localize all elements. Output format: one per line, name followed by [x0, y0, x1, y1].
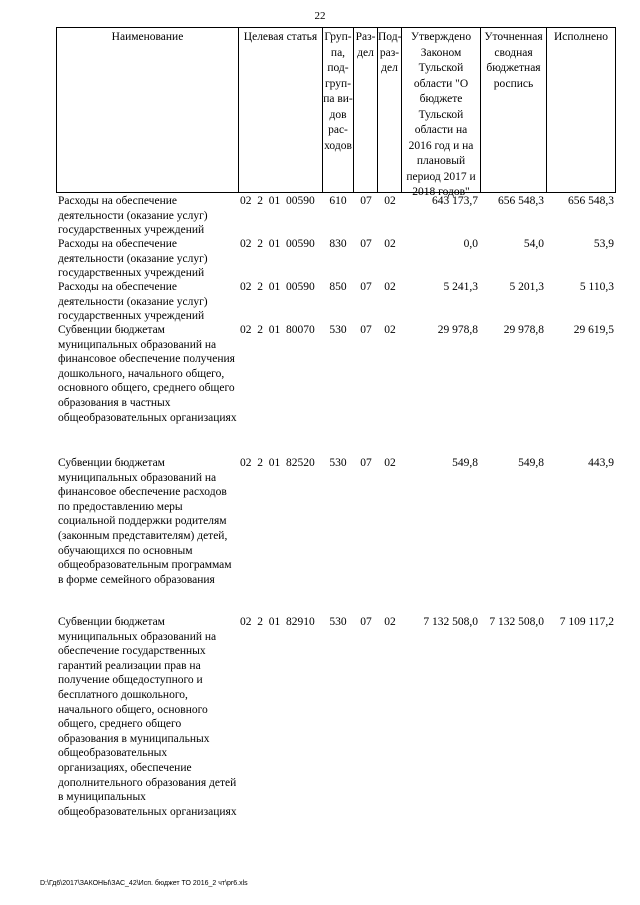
file-path-footer: D:\Гд6\2017\ЗАКОНЫ\ЗАС_42\Исп. бюджет ТО 2016_2 чт\pr6.xls	[40, 880, 248, 887]
row-razdel: 07	[360, 457, 372, 469]
row-razdel: 07	[360, 324, 372, 336]
header-target-article: Целевая статья	[243, 31, 318, 43]
row-specified: 7 132 508,0	[489, 616, 544, 628]
row-razdel: 07	[360, 281, 372, 293]
row-specified: 5 201,3	[509, 281, 544, 293]
row-razdel: 07	[360, 195, 372, 207]
header-executed: Исполнено	[553, 31, 609, 43]
row-executed: 656 548,3	[568, 195, 614, 207]
row-executed: 29 619,5	[573, 324, 614, 336]
row-executed: 53,9	[593, 238, 614, 250]
row-specified: 54,0	[523, 238, 544, 250]
row-podrazdel: 02	[384, 457, 396, 469]
header-divider	[546, 27, 547, 193]
row-podrazdel: 02	[384, 195, 396, 207]
page-number: 22	[314, 10, 326, 22]
header-podrazdel: Под- раз- дел	[378, 31, 402, 74]
header-expense-group: Груп- па, под- груп- па ви- дов рас- ходов	[323, 31, 353, 152]
row-approved: 29 978,8	[437, 324, 478, 336]
row-group: 850	[329, 281, 347, 293]
row-group: 530	[329, 616, 347, 628]
row-group: 530	[329, 457, 347, 469]
row-podrazdel: 02	[384, 324, 396, 336]
row-approved: 7 132 508,0	[423, 616, 478, 628]
row-approved: 549,8	[452, 457, 478, 469]
row-executed: 7 109 117,2	[559, 616, 614, 628]
row-specified: 29 978,8	[503, 324, 544, 336]
row-target-code: 02 2 01 82520	[240, 457, 315, 469]
header-bottom-border	[56, 192, 616, 193]
row-target-code: 02 2 01 00590	[240, 238, 315, 250]
row-name: Расходы на обеспечение деятельности (оказание услуг) государственных учреждений	[58, 238, 208, 280]
row-approved: 0,0	[463, 238, 478, 250]
row-podrazdel: 02	[384, 616, 396, 628]
row-target-code: 02 2 01 82910	[240, 616, 315, 628]
header-name: Наименование	[111, 31, 184, 43]
row-name: Субвенции бюджетам муниципальных образований на финансовое обеспечение расходов по предоставлению меры социальной поддержки родителям (законным представителям) детей, обучающихся по основным общеобразовательным программам в форме семейного образования	[58, 457, 232, 586]
row-specified: 656 548,3	[498, 195, 544, 207]
row-name: Расходы на обеспечение деятельности (оказание услуг) государственных учреждений	[58, 281, 208, 323]
header-divider	[56, 27, 57, 193]
row-target-code: 02 2 01 00590	[240, 281, 315, 293]
row-specified: 549,8	[518, 457, 544, 469]
row-approved: 5 241,3	[443, 281, 478, 293]
row-name: Расходы на обеспечение деятельности (оказание услуг) государственных учреждений	[58, 195, 208, 237]
row-approved: 643 173,7	[432, 195, 478, 207]
row-razdel: 07	[360, 238, 372, 250]
row-executed: 443,9	[588, 457, 614, 469]
header-razdel: Раз- дел	[355, 31, 376, 59]
header-divider	[238, 27, 239, 193]
row-podrazdel: 02	[384, 238, 396, 250]
row-executed: 5 110,3	[579, 281, 614, 293]
row-group: 610	[329, 195, 347, 207]
header-top-border	[56, 27, 616, 28]
row-group: 530	[329, 324, 347, 336]
row-name: Субвенции бюджетам муниципальных образований на обеспечение государственных гарантий реализации прав на получение общедоступного и бесплатного дошкольного, начального общего, основного общего, среднего общего образования в муниципальных общеобразовательных организациях, обеспечение дополнительного образования детей в муниципальных общеобразовательных организациях	[58, 616, 237, 818]
row-name: Субвенции бюджетам муниципальных образований на финансовое обеспечение получения дошкольного, начального общего, основного общего, среднего общего образования в частных общеобразовательных организациях	[58, 324, 237, 424]
row-group: 830	[329, 238, 347, 250]
row-razdel: 07	[360, 616, 372, 628]
header-specified: Уточненная сводная бюджетная роспись	[484, 31, 543, 90]
header-divider	[615, 27, 616, 193]
header-approved: Утверждено Законом Тульской области "О бюджете Тульской области на 2016 год и на плановый период 2017 и 2018 годов"	[406, 31, 476, 198]
row-target-code: 02 2 01 00590	[240, 195, 315, 207]
row-target-code: 02 2 01 80070	[240, 324, 315, 336]
row-podrazdel: 02	[384, 281, 396, 293]
